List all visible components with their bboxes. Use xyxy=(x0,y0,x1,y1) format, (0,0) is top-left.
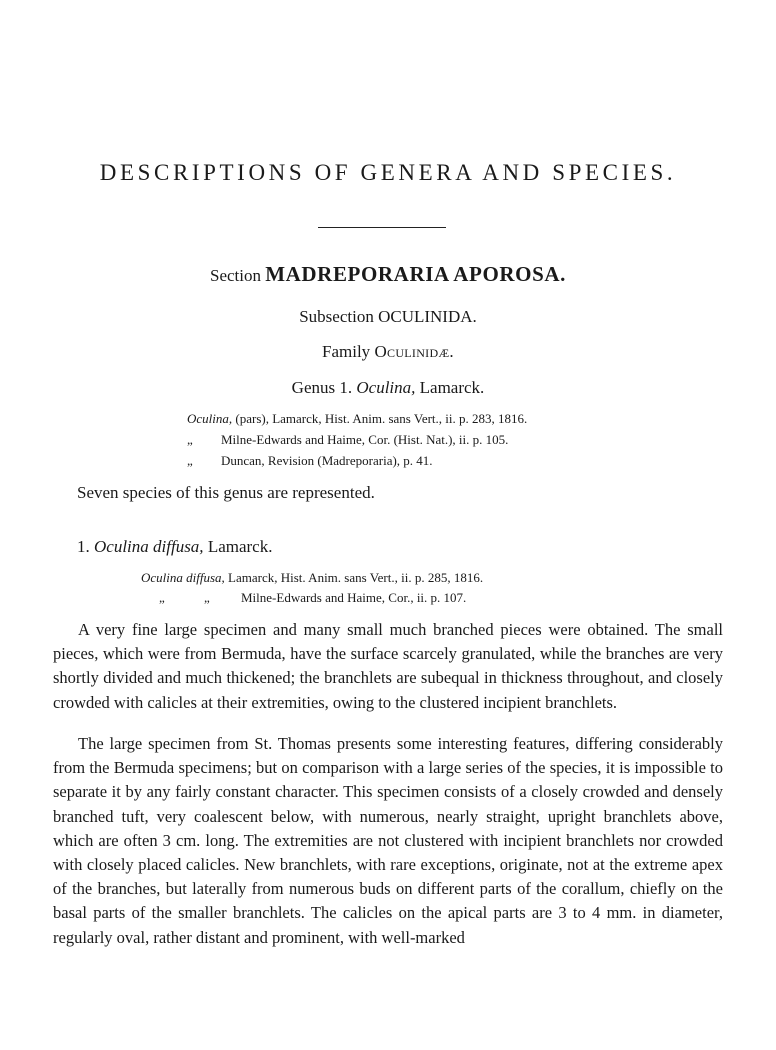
genus-heading xyxy=(0,378,776,398)
genus-name: Oculina, xyxy=(356,378,416,397)
section-prefix: Section xyxy=(209,266,261,285)
family-name: Oculinidæ. xyxy=(374,342,454,361)
ditto-mark: „ xyxy=(187,432,193,447)
species-number: 1. xyxy=(77,537,90,556)
reference-text: (pars), Lamarck, Hist. Anim. sans Vert., ii. p. 283, 1816. xyxy=(235,411,528,426)
reference-text: Milne-Edwards and Haime, Cor., ii. p. 107. xyxy=(241,590,467,605)
genus-reference xyxy=(187,453,433,469)
reference-lead: Oculina diffusa, xyxy=(141,570,225,585)
reference-text: Milne-Edwards and Haime, Cor. (Hist. Nat.), ii. p. 105. xyxy=(221,432,509,447)
family-heading xyxy=(0,342,776,362)
species-reference xyxy=(141,590,466,606)
family-prefix: Family xyxy=(322,342,371,361)
species-heading xyxy=(77,537,272,557)
species-name: Oculina diffusa, xyxy=(94,537,204,556)
section-heading xyxy=(0,262,776,287)
title-divider xyxy=(318,227,446,228)
reference-lead: Oculina, xyxy=(187,411,233,426)
ditto-mark: „ „ xyxy=(159,590,228,605)
subsection-heading: Subsection OCULINIDA. xyxy=(299,307,477,326)
ditto-mark: „ xyxy=(187,453,193,468)
body-paragraph: The large specimen from St. Thomas presents some interesting features, differing considerably from the Bermuda specimens; but on comparison with a large series of the species, it is impossible to separate it by any fairly constant character. This specimen consists of a closely crowded and densely branched tuft, very coalescent below, with numerous, nearly straight, upright branchlets above, which are often 3 cm. long. The extremities are not clustered with incipient branchlets nor crowded with closely placed calicles. New branchlets, with rare exceptions, originate, not at the extreme apex of the branches, but laterally from numerous buds on different parts of the corallum, chiefly on the basal parts of the smaller branchlets. The calicles on the apical parts are 3 to 4 mm. in diameter, regularly oval, rather distant and prominent, with well-marked xyxy=(53,734,723,947)
page-title: DESCRIPTIONS OF GENERA AND SPECIES. xyxy=(99,160,677,185)
genus-author: Lamarck. xyxy=(419,378,485,397)
genus-reference xyxy=(187,432,508,448)
reference-text: Lamarck, Hist. Anim. sans Vert., ii. p. 285, 1816. xyxy=(228,570,484,585)
genus-note: Seven species of this genus are represented. xyxy=(77,483,375,502)
species-author: Lamarck. xyxy=(207,537,273,556)
genus-reference xyxy=(187,411,527,427)
body-paragraph: A very fine large specimen and many small much branched pieces were obtained. The small pieces, which were from Bermuda, have the surface scarcely granulated, while the branches are very shortly divided and much thickened; the branchlets are subequal in thickness throughout, and closely crowded with calicles at their extremities, owing to the clustered incipient branchlets. xyxy=(53,620,723,712)
section-name: MADREPORARIA APOROSA. xyxy=(265,262,567,286)
genus-prefix: Genus 1. xyxy=(291,378,353,397)
reference-text: Duncan, Revision (Madreporaria), p. 41. xyxy=(221,453,433,468)
species-reference xyxy=(141,570,483,586)
